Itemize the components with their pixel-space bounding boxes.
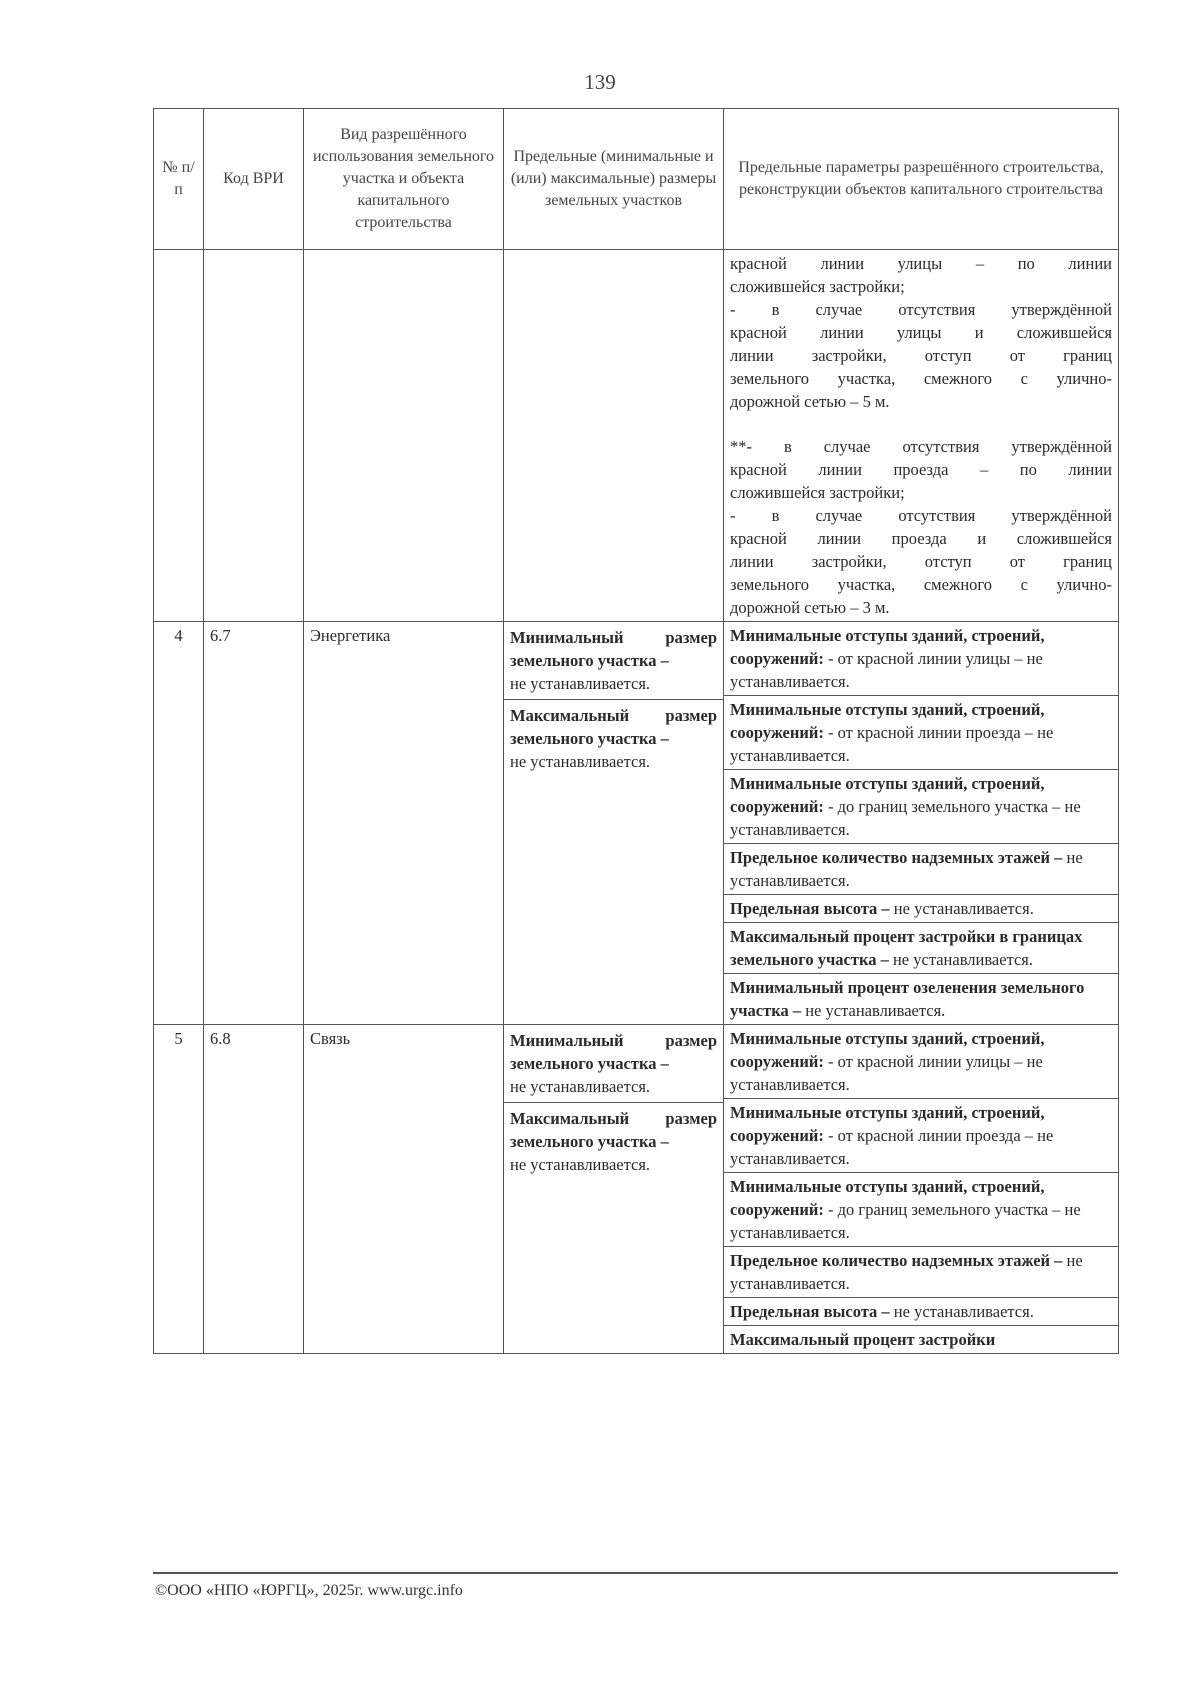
row-use: Энергетика	[304, 622, 504, 1025]
param-item: Минимальные отступы зданий, строений, сооружений: - до границ земельного участка – не устанавливается.	[724, 1173, 1118, 1247]
max-size-label: Максимальный размер земельного участка –	[510, 1109, 717, 1151]
row-number: 4	[154, 622, 204, 1025]
param-item: Предельное количество надземных этажей – не устанавливается.	[724, 844, 1118, 895]
min-size-value: не устанавливается.	[510, 1077, 651, 1096]
param-item: Максимальный процент застройки в границах земельного участка – не устанавливается.	[724, 923, 1118, 974]
param-item: Предельное количество надземных этажей – не устанавливается.	[724, 1247, 1118, 1298]
footer-copyright: ©ООО «НПО «ЮРГЦ», 2025г. www.urgc.info	[155, 1582, 463, 1599]
continuation-text-b: **- в случае отсутствия утверждённой красной линии проезда – по линии сложившейся застройки; - в случае отсутствия утверждённой красной линии проезда и сложившейся линии застройки, отступ от границ земельного участка, смежного с улично- дорожной сетью – 3 м.	[730, 437, 1112, 617]
continuation-cell	[724, 250, 1119, 622]
param-item: Минимальные отступы зданий, строений, сооружений: - до границ земельного участка – не устанавливается.	[724, 770, 1118, 844]
table-row	[154, 1025, 1119, 1354]
header-code: Код ВРИ	[204, 109, 304, 250]
header-row	[154, 109, 1119, 250]
row-params	[724, 1025, 1119, 1354]
header-use: Вид разрешённого использования земельного участка и объекта капитального строительства	[304, 109, 504, 250]
row-use: Связь	[304, 1025, 504, 1354]
header-params: Предельные параметры разрешённого строительства, реконструкции объектов капитального строительства	[724, 109, 1119, 250]
row-code: 6.7	[204, 622, 304, 1025]
header-num: № п/п	[154, 109, 204, 250]
max-size-label: Максимальный размер земельного участка –	[510, 706, 717, 748]
min-size-label: Минимальный размер земельного участка –	[510, 628, 717, 670]
row-code: 6.8	[204, 1025, 304, 1354]
min-size-value: не устанавливается.	[510, 674, 651, 693]
param-item: Минимальные отступы зданий, строений, сооружений: - от красной линии улицы – не устанавливается.	[724, 1025, 1118, 1099]
param-item: Минимальный процент озеленения земельного участка – не устанавливается.	[730, 978, 1085, 1020]
row-number: 5	[154, 1025, 204, 1354]
continuation-text-a: красной линии улицы – по линии сложившейся застройки; - в случае отсутствия утверждённой красной линии улицы и сложившейся линии застройки, отступ от границ земельного участка, смежного с улично- дорожной сетью – 5 м.	[730, 254, 1112, 411]
header-size: Предельные (минимальные и (или) максимальные) размеры земельных участков	[504, 109, 724, 250]
max-size-value: не устанавливается.	[510, 1155, 651, 1174]
param-item: Максимальный процент застройки	[730, 1330, 996, 1349]
max-size-value: не устанавливается.	[510, 752, 651, 771]
row-size	[504, 622, 724, 1025]
param-item: Минимальные отступы зданий, строений, сооружений: - от красной линии проезда – не устанавливается.	[724, 1099, 1118, 1173]
regulations-table	[153, 108, 1119, 1354]
page-number: 139	[584, 70, 616, 94]
param-item: Предельная высота – не устанавливается.	[724, 1298, 1118, 1326]
param-item: Минимальные отступы зданий, строений, сооружений: - от красной линии проезда – не устанавливается.	[724, 696, 1118, 770]
footer-divider	[153, 1572, 1118, 1574]
param-item: Минимальные отступы зданий, строений, сооружений: - от красной линии улицы – не устанавливается.	[724, 622, 1118, 696]
continuation-row	[154, 250, 1119, 622]
table-row	[154, 622, 1119, 1025]
row-params	[724, 622, 1119, 1025]
param-item: Предельная высота – не устанавливается.	[724, 895, 1118, 923]
row-size	[504, 1025, 724, 1354]
min-size-label: Минимальный размер земельного участка –	[510, 1031, 717, 1073]
